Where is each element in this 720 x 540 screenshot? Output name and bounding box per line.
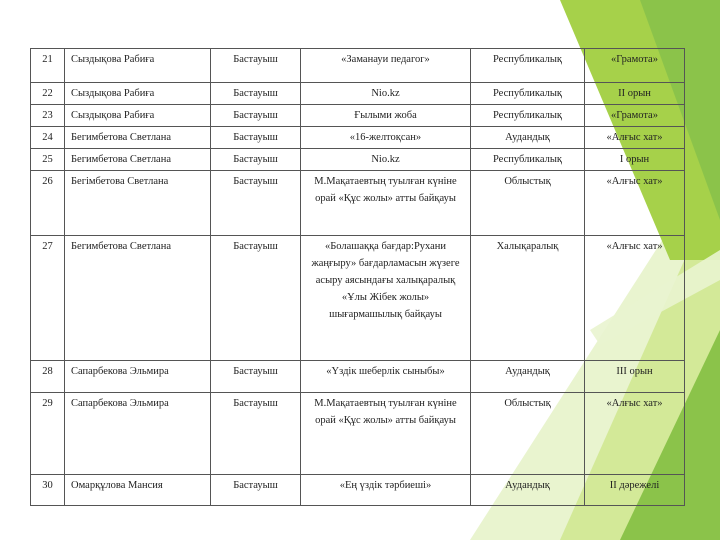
event-name-cell: Nio.kz <box>301 149 471 171</box>
school-level-cell: Бастауыш <box>211 171 301 236</box>
award-cell: І орын <box>585 149 685 171</box>
award-cell: ІІ дәрежелі <box>585 475 685 506</box>
row-number-cell: 23 <box>31 105 65 127</box>
event-scope-cell: Республикалық <box>471 149 585 171</box>
participant-name-cell: Бегимбетова Светлана <box>65 127 211 149</box>
table-row <box>31 49 685 83</box>
award-cell: «Грамота» <box>585 105 685 127</box>
school-level-cell: Бастауыш <box>211 475 301 506</box>
row-number-cell: 26 <box>31 171 65 236</box>
table-row <box>31 171 685 236</box>
participant-name-cell: Омарқұлова Мансия <box>65 475 211 506</box>
event-name-cell: «Ең үздік тәрбиеші» <box>301 475 471 506</box>
school-level-cell: Бастауыш <box>211 83 301 105</box>
participant-name-cell: Бегимбетова Светлана <box>65 236 211 361</box>
participant-name-cell: Сыздықова Рабиға <box>65 83 211 105</box>
event-scope-cell: Облыстық <box>471 171 585 236</box>
table-row <box>31 127 685 149</box>
award-cell: «Алғыс хат» <box>585 393 685 475</box>
school-level-cell: Бастауыш <box>211 105 301 127</box>
event-scope-cell: Халықаралық <box>471 236 585 361</box>
award-cell: ІІІ орын <box>585 361 685 393</box>
row-number-cell: 21 <box>31 49 65 83</box>
row-number-cell: 28 <box>31 361 65 393</box>
table-row <box>31 105 685 127</box>
award-cell: «Алғыс хат» <box>585 171 685 236</box>
row-number-cell: 30 <box>31 475 65 506</box>
award-cell: «Алғыс хат» <box>585 127 685 149</box>
table-row <box>31 149 685 171</box>
table-row <box>31 83 685 105</box>
event-name-cell: Ғылыми жоба <box>301 105 471 127</box>
table-row <box>31 393 685 475</box>
event-scope-cell: Аудандық <box>471 361 585 393</box>
participant-name-cell: Сыздықова Рабиға <box>65 49 211 83</box>
event-name-cell: «16-желтоқсан» <box>301 127 471 149</box>
event-name-cell: М.Мақатаевтың туылған күніне орай «Құс жолы» атты байқауы <box>301 393 471 475</box>
event-scope-cell: Облыстық <box>471 393 585 475</box>
participant-name-cell: Бегімбетова Светлана <box>65 171 211 236</box>
school-level-cell: Бастауыш <box>211 49 301 83</box>
participant-name-cell: Сыздықова Рабиға <box>65 105 211 127</box>
row-number-cell: 22 <box>31 83 65 105</box>
school-level-cell: Бастауыш <box>211 236 301 361</box>
event-name-cell: М.Мақатаевтың туылған күніне орай «Құс жолы» атты байқауы <box>301 171 471 236</box>
participant-name-cell: Сапарбекова Эльмира <box>65 361 211 393</box>
table-row <box>31 361 685 393</box>
school-level-cell: Бастауыш <box>211 393 301 475</box>
award-cell: «Грамота» <box>585 49 685 83</box>
event-scope-cell: Республикалық <box>471 83 585 105</box>
participant-name-cell: Сапарбекова Эльмира <box>65 393 211 475</box>
event-name-cell: «Заманауи педагог» <box>301 49 471 83</box>
event-scope-cell: Аудандық <box>471 127 585 149</box>
row-number-cell: 29 <box>31 393 65 475</box>
event-name-cell: «Үздік шеберлік сыныбы» <box>301 361 471 393</box>
table-row <box>31 236 685 361</box>
row-number-cell: 25 <box>31 149 65 171</box>
row-number-cell: 24 <box>31 127 65 149</box>
table-row <box>31 475 685 506</box>
event-scope-cell: Республикалық <box>471 49 585 83</box>
event-name-cell: Nio.kz <box>301 83 471 105</box>
school-level-cell: Бастауыш <box>211 149 301 171</box>
awards-table <box>30 48 685 506</box>
award-cell: ІІ орын <box>585 83 685 105</box>
event-scope-cell: Аудандық <box>471 475 585 506</box>
event-name-cell: «Болашаққа бағдар:Рухани жаңғыру» бағдарламасын жүзеге асыру аясындағы халықаралық «Ұлы Жібек жолы» шығармашылық байқауы <box>301 236 471 361</box>
table-body <box>31 49 685 506</box>
participant-name-cell: Бегимбетова Светлана <box>65 149 211 171</box>
school-level-cell: Бастауыш <box>211 361 301 393</box>
row-number-cell: 27 <box>31 236 65 361</box>
award-cell: «Алғыс хат» <box>585 236 685 361</box>
event-scope-cell: Республикалық <box>471 105 585 127</box>
school-level-cell: Бастауыш <box>211 127 301 149</box>
